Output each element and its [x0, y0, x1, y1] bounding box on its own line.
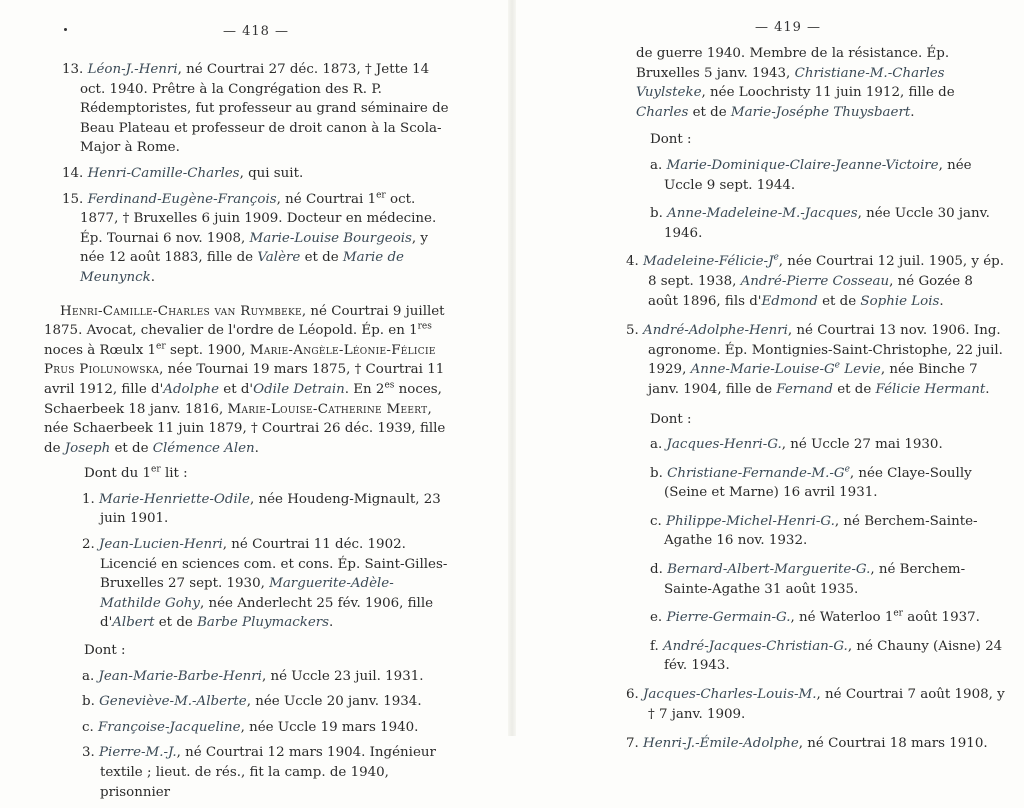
dont-label: Dont : — [650, 411, 692, 427]
grandchild-a: a. Jean-Marie-Barbe-Henri, né Uccle 23 juil. 1931. — [82, 668, 424, 684]
page-number-right: — 419 — — [754, 20, 822, 35]
grandchild-c: c. Françoise-Jacqueline, née Uccle 19 mars 1940. — [82, 719, 419, 735]
grandchild-f: f. André-Jacques-Christian-G., né Chauny (Aisne) 24 fév. 1943. — [650, 638, 1003, 674]
grandchild-d: d. Bernard-Albert-Marguerite-G., né Berchem-Sainte-Agathe 31 août 1935. — [650, 562, 966, 597]
child-1: 1. Marie-Henriette-Odile, née Houdeng-Mignault, 23 juin 1901. — [82, 491, 441, 527]
left-page-content — [44, 60, 454, 808]
dont-du-1er-lit: Dont du 1er lit : — [84, 464, 188, 482]
grandchild-c: c. Philippe-Michel-Henri-G., né Berchem-Sainte-Agathe 16 nov. 1932. — [650, 513, 978, 549]
right-page-content — [626, 44, 1006, 764]
child-7: 7. Henri-J.-Émile-Adolphe, né Courtrai 18 mars 1910. — [626, 736, 988, 752]
entry-13: 13. Léon-J.-Henri, né Courtrai 27 déc. 1873, † Jette 14 oct. 1940. Prêtre à la Congrégation des R. P. Rédemptoristes, fut professeur au grand séminaire de Beau Plateau et professeur de droit canon à la Scola-Major à Rome. — [62, 62, 449, 156]
child-6: 6. Jacques-Charles-Louis-M., né Courtrai 7 août 1908, y † 7 janv. 1909. — [626, 687, 1005, 722]
grandchild-b: b. Geneviève-M.-Alberte, née Uccle 20 janv. 1934. — [82, 694, 422, 710]
left-page — [0, 0, 512, 800]
main-entry-henri-camille-charles: Henri-Camille-Charles van Ruymbeke, né Courtrai 9 juillet 1875. Avocat, chevalier de l'ordre de Léopold. Ép. en 1res noces à Rœulx 1er sept. 1900, Marie-Angèle-Léonie-Félicie Prus Piolunowska, née Tournai 19 mars 1875, † Courtrai 11 avril 1912, fille d'Adolphe et d'Odile Detrain. En $2^{es}$ noces, Schaerbeek 18 janv. 1816, Marie-Louise-Catherine Meert, née Schaerbeek 11 juin 1879, † Courtrai 26 déc. 1939, fille de Joseph et de Clémence Alen. — [44, 303, 446, 456]
entry-14: 14. Henri-Camille-Charles, qui suit. — [62, 165, 304, 181]
dont-label: Dont : — [650, 132, 692, 148]
child-2: 2. Jean-Lucien-Henri, né Courtrai 11 déc. 1902. Licencié en sciences com. et cons. Ép. Saint-Gilles-Bruxelles 27 sept. 1930, Marguerite-Adèle-Mathilde Gohy, née Anderlecht 25 fév. 1906, fille d'Albert et de Barbe Pluymackers. — [82, 537, 448, 631]
right-page — [512, 0, 1024, 752]
child-4: 4. Madeleine-$Félicie-J^e$, née Courtrai 12 juil. 1905, y ép. 8 sept. 1938, André-Pierre Cosseau, né Gozée 8 août 1896, fils d'Edmond et de Sophie Lois. — [626, 252, 1004, 309]
grandchild-a: a. Jacques-Henri-G., né Uccle 27 mai 1930. — [650, 437, 943, 453]
page-number-left: — 418 — — [222, 24, 290, 39]
entry-15: 15. Ferdinand-Eugène-François, né Courtrai 1er oct. 1877, † Bruxelles 6 juin 1909. Docteur en médecine. Ép. Tournai 6 nov. 1908, Marie-Louise Bourgeois, y née 12 août 1883, fille de Valère et de Marie de Meunynck. — [62, 190, 437, 285]
child-3: 3. Pierre-M.-J., né Courtrai 12 mars 1904. Ingénieur textile ; lieut. de rés., fit la camp. de 1940, prisonnier — [82, 745, 436, 800]
child-5: 5. André-Adolphe-Henri, né Courtrai 13 nov. 1906. Ing. agronome. Ép. Montignies-Saint-Christophe, 22 juil. 1929, Anne-$Marie-Louise-G^e$ Levie, née Binche 7 janv. 1904, fille de Fernand et de Félicie Hermant. — [626, 323, 1003, 397]
grandchild-e: e. Pierre-Germain-G., né Waterloo 1er août 1937. — [650, 608, 980, 626]
continuation-child-3: de guerre 1940. Membre de la résistance. Ép. Bruxelles 5 janv. 1943, Christiane-M.-Charles Vuylsteke, née Loochristy 11 juin 1912, fille de Charles et de Marie-Joséphe Thuysbaert. — [636, 46, 955, 120]
grandchild-b: b. Christiane-$Fernande-M.-G^e$, née Claye-Soully (Seine et Marne) 16 avril 1931. — [650, 464, 972, 501]
dont-label: Dont : — [84, 643, 126, 659]
grandchild-b: b. Anne-Madeleine-M.-Jacques, née Uccle 30 janv. 1946. — [650, 206, 990, 241]
grandchild-a: a. Marie-Dominique-Claire-Jeanne-Victoire, née Uccle 9 sept. 1944. — [650, 157, 972, 193]
